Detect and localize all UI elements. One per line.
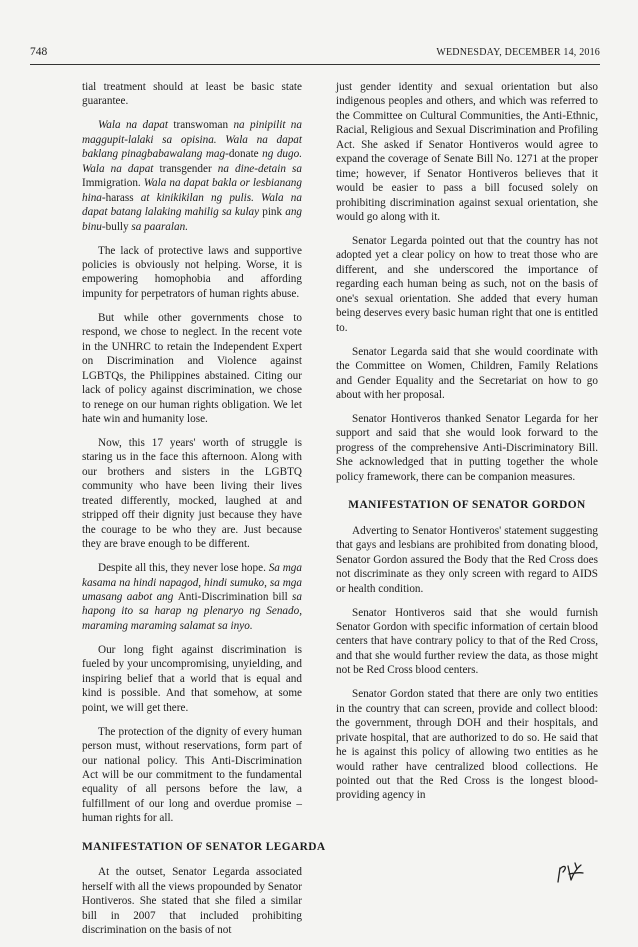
italic-text: na dine-detain sa <box>217 162 302 175</box>
page-number: 748 <box>30 46 48 58</box>
paragraph: Senator Hontiveros said that she would furnish Senator Gordon with specific information of certain blood centers that have contrary policy to that of the Red Cross, and that she would further review the data, as those might not be Red Cross blood centers. <box>336 606 598 677</box>
paragraph: At the outset, Senator Legarda associated herself with all the views propounded by Senator Hontiveros. She stated that she filed a similar bill in 2007 that included prohibiting discrimination on the basis of not <box>82 866 302 937</box>
paragraph: Senator Legarda pointed out that the country has not adopted yet a clear policy on how to treat those who are different, and she underscored the importance of regarding each human being as such, not on the basis of one's sexual orientation. She added that every human being deserves every basic human right that one is entitled to. <box>336 235 598 334</box>
page-header <box>30 44 600 65</box>
italic-text: Wala na dapat <box>98 119 174 132</box>
italic-text: ang binu- <box>82 206 302 233</box>
text-run: harass <box>105 191 141 204</box>
paragraph: Senator Hontiveros thanked Senator Legarda for her support and said that she would look forward to the progress of the comprehensive Anti-Discriminatory Bill. She acknowledged that in putting together the whole policy framework, there can be companion measures. <box>336 413 598 483</box>
text-run: Despite all this, they never lose hope. <box>98 562 269 575</box>
paragraph: But while other governments chose to respond, we chose to neglect. In the recent vote in the UNHRC to retain the Independent Expert on Discrimination and Violence against LGBTQs, the Philippines abstained. Citing our lack of policy against discrimination, we chose to renege on our human rights obligation. We let hate win and humanity lose. <box>82 311 302 426</box>
italic-text: ng dugo. Wala na dapat <box>82 148 303 175</box>
running-head-date: WEDNESDAY, DECEMBER 14, 2016 <box>436 47 600 58</box>
text-run: transwoman <box>173 119 234 132</box>
paragraph: Adverting to Senator Hontiveros' statement suggesting that gays and lesbians are prohibited from donating blood, Senator Gordon assured the Body that the Red Cross does not discriminate as they only screen with regard to AIDS or health condition. <box>336 524 598 595</box>
paragraph: Our long fight against discrimination is fueled by your uncompromising, unyielding, and inspiring belief that a world that is equal and kind is possible. And that somehow, at some point, we will get there. <box>82 643 302 714</box>
paragraph <box>82 561 302 633</box>
italic-text: at kinikikilan ng pulis. Wala na dapat batang lalaking mahilig sa kulay <box>82 191 302 219</box>
paragraph: Now, this 17 years' worth of struggle is staring us in the face this afternoon. Along with our brothers and sisters in the LGBTQ community who have been living their lives treated differently, mocked, laughed at and stripped off their dignity just because they have the courage to be who they are. Just because they are brave enough to be different. <box>82 436 302 551</box>
handwritten-initials-icon <box>555 860 585 886</box>
italic-text: sa hapong ito sa harap ng plenaryo ng Senado, maraming maraming salamat sa inyo. <box>82 591 302 632</box>
paragraph: Senator Legarda said that she would coordinate with the Committee on Women, Children, Family Relations and Gender Equality and the Secretariat on how to go about with her proposal. <box>336 345 598 402</box>
text-run: donate <box>228 148 263 161</box>
italic-text: Sa mga kasama na hindi napagod, hindi sumuko, sa mga umasang aabot ang <box>82 562 302 603</box>
text-run: bully <box>105 220 132 233</box>
section-heading: MANIFESTATION OF SENATOR GORDON <box>348 499 586 512</box>
paragraph: The protection of the dignity of every human person must, without reservations, form part of our national policy. This Anti-Discrimination Act will be our commitment to the fundamental equality of all persons before the law, a fulfillment of our long and overdue promise – human rights for all. <box>82 725 302 825</box>
paragraph: Senator Gordon stated that there are only two entities in the country that can screen, provide and collect blood: the government, through DOH and their hospitals, and private hospital, that are authorized to do so. He said that he is against this policy of allowing two entities as he would rather have centralized blood collections. He pointed out that the Red Cross is the longest blood-providing agency in <box>336 688 598 802</box>
text-run: Anti-Discrimination bill <box>177 591 293 603</box>
section-heading: MANIFESTATION OF SENATOR LEGARDA <box>82 840 326 853</box>
text-run: Immigration. <box>82 177 144 190</box>
paragraph: tial treatment should at least be basic state guarantee. <box>82 81 302 108</box>
text-run: pink <box>262 206 286 219</box>
italic-text: na pinipilit na maggupit-lalaki sa opisina. Wala na dapat baklang pinagbabawalang mag- <box>82 119 302 161</box>
left-column <box>82 80 326 947</box>
paragraph-filipino <box>82 118 302 234</box>
text-run: transgender <box>159 162 218 175</box>
paragraph: just gender identity and sexual orientation but also indigenous peoples and others, and which was referred to the Committee on Cultural Communities, the Anti-Ethnic, Racial, Religious and Sexual Discrimination and Profiling Act. She asked if Senator Hontiveros would agree to expand the coverage of Senate Bill No. 1271 at the proper time; however, if Senator Hontiveros believes that it would be easier to pass a bill focused solely on prohibiting discrimination against sexual orientation, she would go along with it. <box>336 81 598 224</box>
right-column <box>336 80 598 812</box>
italic-text: Wala na dapat bakla or lesbianang hina- <box>82 177 302 204</box>
italic-text: sa paaralan. <box>131 220 188 233</box>
paragraph: The lack of protective laws and supportive policies is obviously not helping. Worse, it is empowering homophobia and affording impunity for perpetrators of human rights abuse. <box>82 244 302 300</box>
